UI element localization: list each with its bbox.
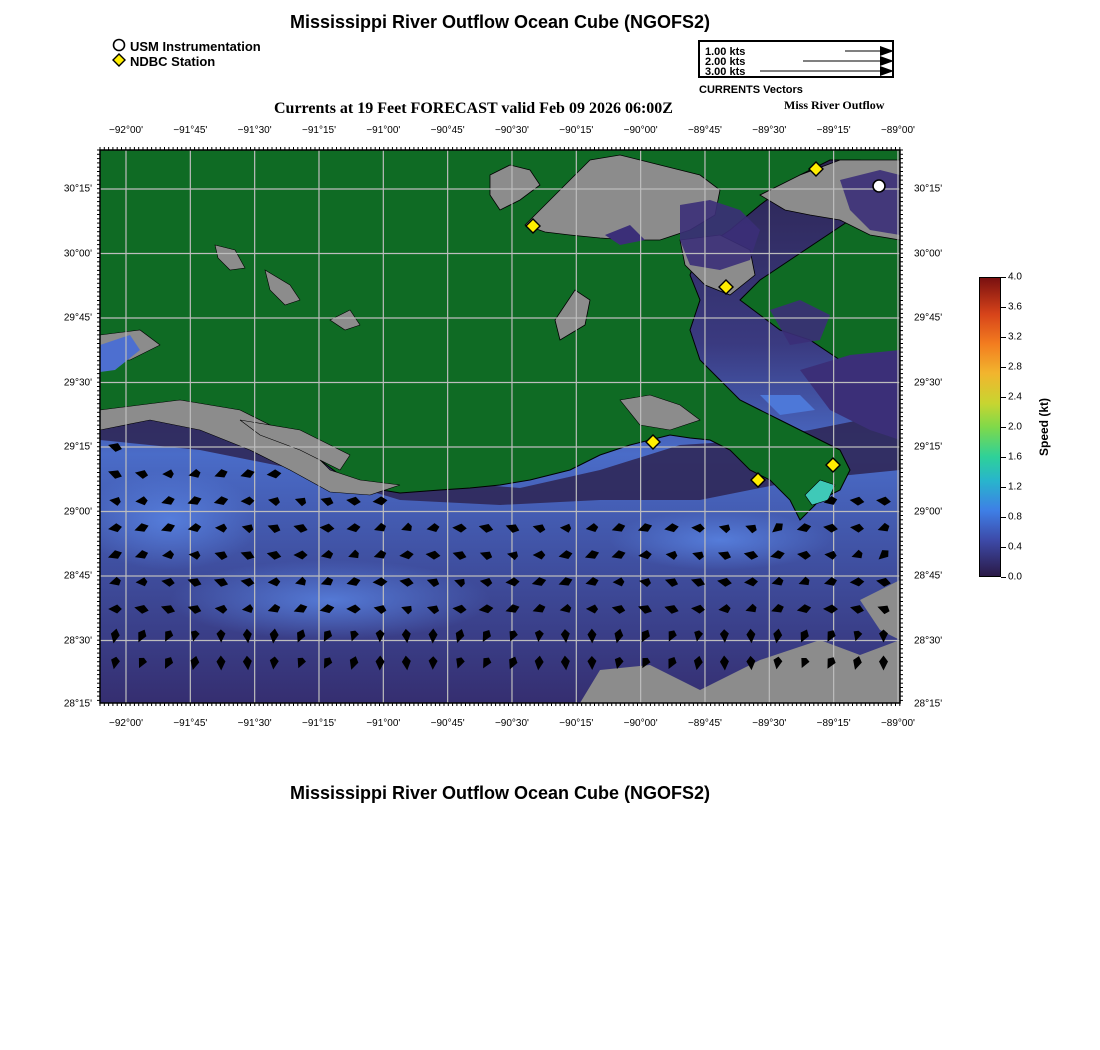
colorbar-tick-mark [1001,487,1006,488]
lat-tick-label: 30°15' [63,183,92,195]
lon-tick-label: −90°30' [494,125,529,136]
lon-tick-label: −91°00' [366,125,401,136]
map-subtitle: Currents at 19 Feet FORECAST valid Feb 09 2026 06:00Z [274,100,673,117]
vector-key-row-1: 1.00 kts [705,46,746,58]
legend-usm-label: USM Instrumentation [130,39,261,54]
colorbar-tick-mark [1001,517,1006,518]
lon-tick-label: −91°30' [237,718,272,729]
lon-tick-label: −90°15' [559,718,594,729]
colorbar-tick-mark [1001,307,1006,308]
lon-tick-label: −89°45' [687,718,722,729]
colorbar-tick-mark [1001,577,1006,578]
lat-tick-label: 29°15' [914,441,943,453]
colorbar-tick-label: 1.2 [1008,481,1022,493]
lat-tick-label: 28°15' [63,698,92,710]
colorbar-label: Speed (kt) [1037,397,1051,457]
lon-tick-label: −89°00' [880,718,915,729]
lon-tick-label: −90°45' [430,125,465,136]
colorbar-tick-mark [1001,337,1006,338]
lat-tick-label: 30°00' [914,248,943,259]
lat-tick-label: 28°45' [914,570,943,582]
lon-tick-label: −92°00' [109,718,143,729]
lon-tick-label: −90°45' [430,718,465,729]
vector-key-row-3: 3.00 kts [705,66,746,78]
colorbar-tick-mark [1001,427,1006,428]
colorbar-tick-label: 0.0 [1008,571,1022,583]
lat-tick-label: 28°30' [63,635,92,646]
lon-tick-label: −90°30' [494,718,529,729]
lon-tick-label: −91°15' [301,125,336,136]
lat-tick-label: 30°00' [63,248,92,259]
colorbar-tick-label: 1.6 [1008,451,1022,463]
lon-tick-label: −90°15' [559,125,594,136]
lon-tick-label: −90°00' [623,718,658,729]
colorbar-tick-mark [1001,457,1006,458]
colorbar-tick-label: 2.0 [1008,421,1022,433]
region-label: Miss River Outflow [784,98,885,112]
lon-tick-label: −89°00' [880,125,915,136]
footer-title: Mississippi River Outflow Ocean Cube (NGOFS2) [289,783,711,803]
page-title: Mississippi River Outflow Ocean Cube (NGOFS2) [289,12,711,32]
colorbar-tick-mark [1001,277,1006,278]
colorbar-tick-mark [1001,547,1006,548]
lat-tick-label: 29°00' [63,506,92,517]
lat-tick-label: 28°30' [914,635,943,646]
lat-tick-label: 29°30' [63,377,92,388]
usm-instrument-marker[interactable] [873,180,885,192]
lon-tick-label: −91°45' [173,718,208,729]
lon-tick-label: −91°00' [366,718,401,729]
vector-key-caption: CURRENTS Vectors [699,84,803,96]
lon-tick-label: −92°00' [109,125,143,136]
lat-tick-label: 30°15' [914,183,943,195]
colorbar-tick-label: 4.0 [1008,271,1022,283]
lon-tick-label: −89°45' [687,125,722,136]
colorbar-tick-label: 3.6 [1008,301,1022,313]
colorbar-tick-mark [1001,367,1006,368]
lon-tick-label: −91°30' [237,125,272,136]
lat-tick-label: 28°45' [63,570,92,582]
lat-tick-label: 29°30' [914,377,943,388]
vector-key-row-2: 2.00 kts [705,56,746,68]
legend-ndbc-label: NDBC Station [130,54,216,69]
lon-tick-label: −89°15' [816,718,851,729]
lon-tick-label: −90°00' [623,125,658,136]
colorbar-tick-label: 0.4 [1008,541,1022,553]
lon-tick-label: −91°45' [173,125,208,136]
lon-tick-label: −89°30' [752,718,787,729]
lat-tick-label: 29°45' [63,312,92,324]
lon-tick-label: −89°15' [816,125,851,136]
lat-tick-label: 29°45' [914,312,943,324]
speed-colorbar [979,277,1001,577]
colorbar-tick-mark [1001,397,1006,398]
lon-tick-label: −91°15' [301,718,336,729]
lat-tick-label: 28°15' [914,698,943,710]
lon-tick-label: −89°30' [752,125,787,136]
colorbar-tick-label: 2.4 [1008,391,1022,403]
colorbar-tick-label: 0.8 [1008,511,1022,523]
lat-tick-label: 29°15' [63,441,92,453]
lat-tick-label: 29°00' [914,506,943,517]
colorbar-tick-label: 2.8 [1008,361,1022,373]
colorbar-tick-label: 3.2 [1008,331,1022,343]
